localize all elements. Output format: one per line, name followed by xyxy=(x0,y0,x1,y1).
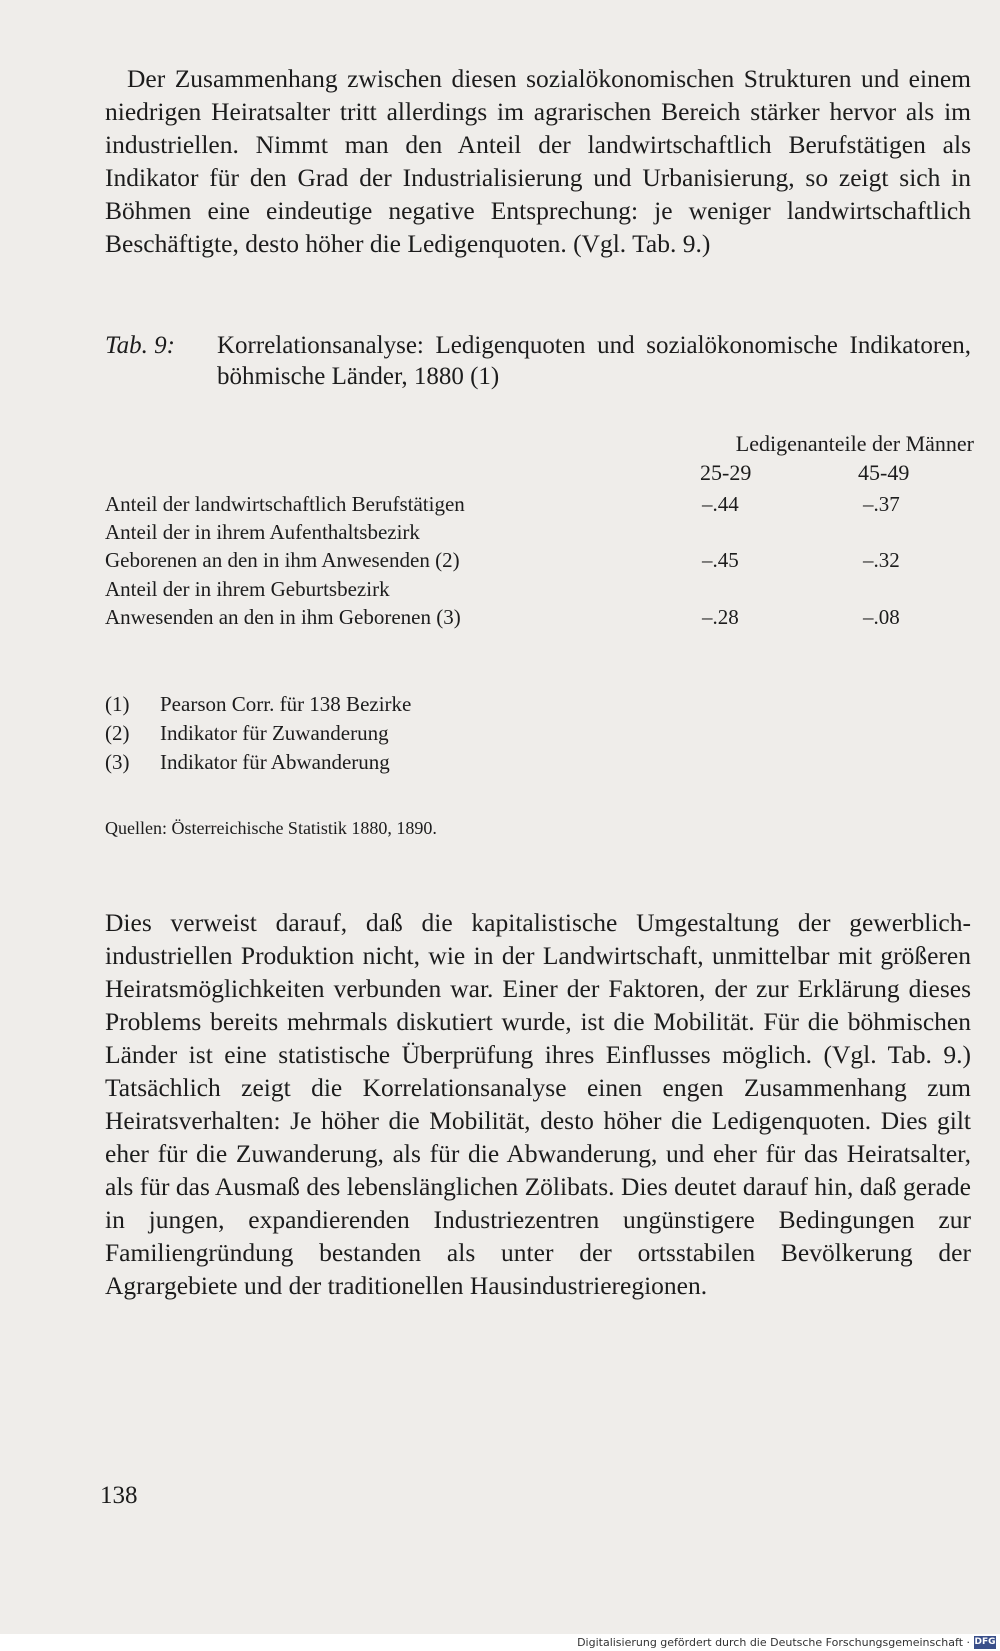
row-value-45-49: –.08 xyxy=(863,605,900,629)
body-paragraph-2: Dies verweist darauf, daß die kapitalistische Umgestaltung der gewerblich-industriellen Produktion nicht, wie in der Landwirtschaft, unmittelbar mit größeren Heiratsmöglichkeiten verbunden war. Einer der Faktoren, der zur Erklärung dieses Problems bereits mehrmals diskutiert wurde, ist die Mobilität. Für die böhmischen Länder ist eine statistische Überprüfung ihres Einflusses möglich. (Vgl. Tab. 9.) Tatsächlich zeigt die Korrelationsanalyse einen engen Zusammenhang zum Heiratsverhalten: Je höher die Mobilität, desto höher die Ledigenquoten. Dies gilt eher für die Zuwanderung, als für die Abwanderung, und eher für das Heiratsalter, als für das Ausmaß des lebenslänglichen Zölibats. Dies deutet darauf hin, daß gerade in jungen, expandierenden Industriezentren ungünstigere Bedingungen zur Familiengründung bestanden als unter der ortsstabilen Bevölkerung der Agrargebiete und der traditionellen Hausindustrieregionen. xyxy=(105,908,971,1300)
dfg-logo-icon: DFG xyxy=(974,1637,996,1647)
table-note xyxy=(105,690,411,719)
row-value-25-29: –.44 xyxy=(702,492,739,516)
row-value-45-49: –.32 xyxy=(863,548,900,572)
column-group-title: Ledigenanteile der Männer xyxy=(735,431,974,456)
body-paragraph-1: Der Zusammenhang zwischen diesen sozialökonomischen Strukturen und einem niedrigen Heiratsalter tritt allerdings im agrarischen Bereich stärker hervor als im industriellen. Nimmt man den Anteil der landwirtschaftlich Berufstätigen als Indikator für den Grad der Industrialisierung und Urbanisierung, so zeigt sich in Böhmen eine eindeutige negative Entsprechung: je weniger landwirtschaftlich Beschäftigte, desto höher die Ledigenquoten. (Vgl. Tab. 9.) xyxy=(105,64,971,258)
note-number: (1) xyxy=(105,692,130,716)
row-value-25-29: –.45 xyxy=(702,548,739,572)
table-note xyxy=(105,719,389,748)
note-text: Indikator für Zuwanderung xyxy=(160,721,389,745)
row-label-line-2: Geborenen an den in ihm Anwesenden (2) xyxy=(105,548,460,572)
row-label: Anteil der landwirtschaftlich Berufstätigen xyxy=(105,492,465,516)
row-label-line-2: Anwesenden an den in ihm Geborenen (3) xyxy=(105,605,461,629)
note-number: (3) xyxy=(105,750,130,774)
page-number: 138 xyxy=(100,1482,138,1509)
footer-credit: Digitalisierung gefördert durch die Deutsche Forschungsgemeinschaft · xyxy=(577,1636,970,1649)
row-label-line-1: Anteil der in ihrem Geburtsbezirk xyxy=(105,577,390,601)
table-note xyxy=(105,748,390,777)
row-value-25-29: –.28 xyxy=(702,605,739,629)
row-label-line-1: Anteil der in ihrem Aufenthaltsbezirk xyxy=(105,520,420,544)
row-value-45-49: –.37 xyxy=(863,492,900,516)
note-text: Indikator für Abwanderung xyxy=(160,750,390,774)
note-text: Pearson Corr. für 138 Bezirke xyxy=(160,692,412,716)
column-header-45-49: 45-49 xyxy=(858,460,910,485)
table-sources: Quellen: Österreichische Statistik 1880, 1890. xyxy=(105,818,437,838)
column-header-25-29: 25-29 xyxy=(700,460,752,485)
table-title: Korrelationsanalyse: Ledigenquoten und sozialökonomische Indikatoren, böhmische Länder, 1880 (1) xyxy=(217,332,971,390)
note-number: (2) xyxy=(105,721,130,745)
table-label: Tab. 9: xyxy=(105,332,175,359)
